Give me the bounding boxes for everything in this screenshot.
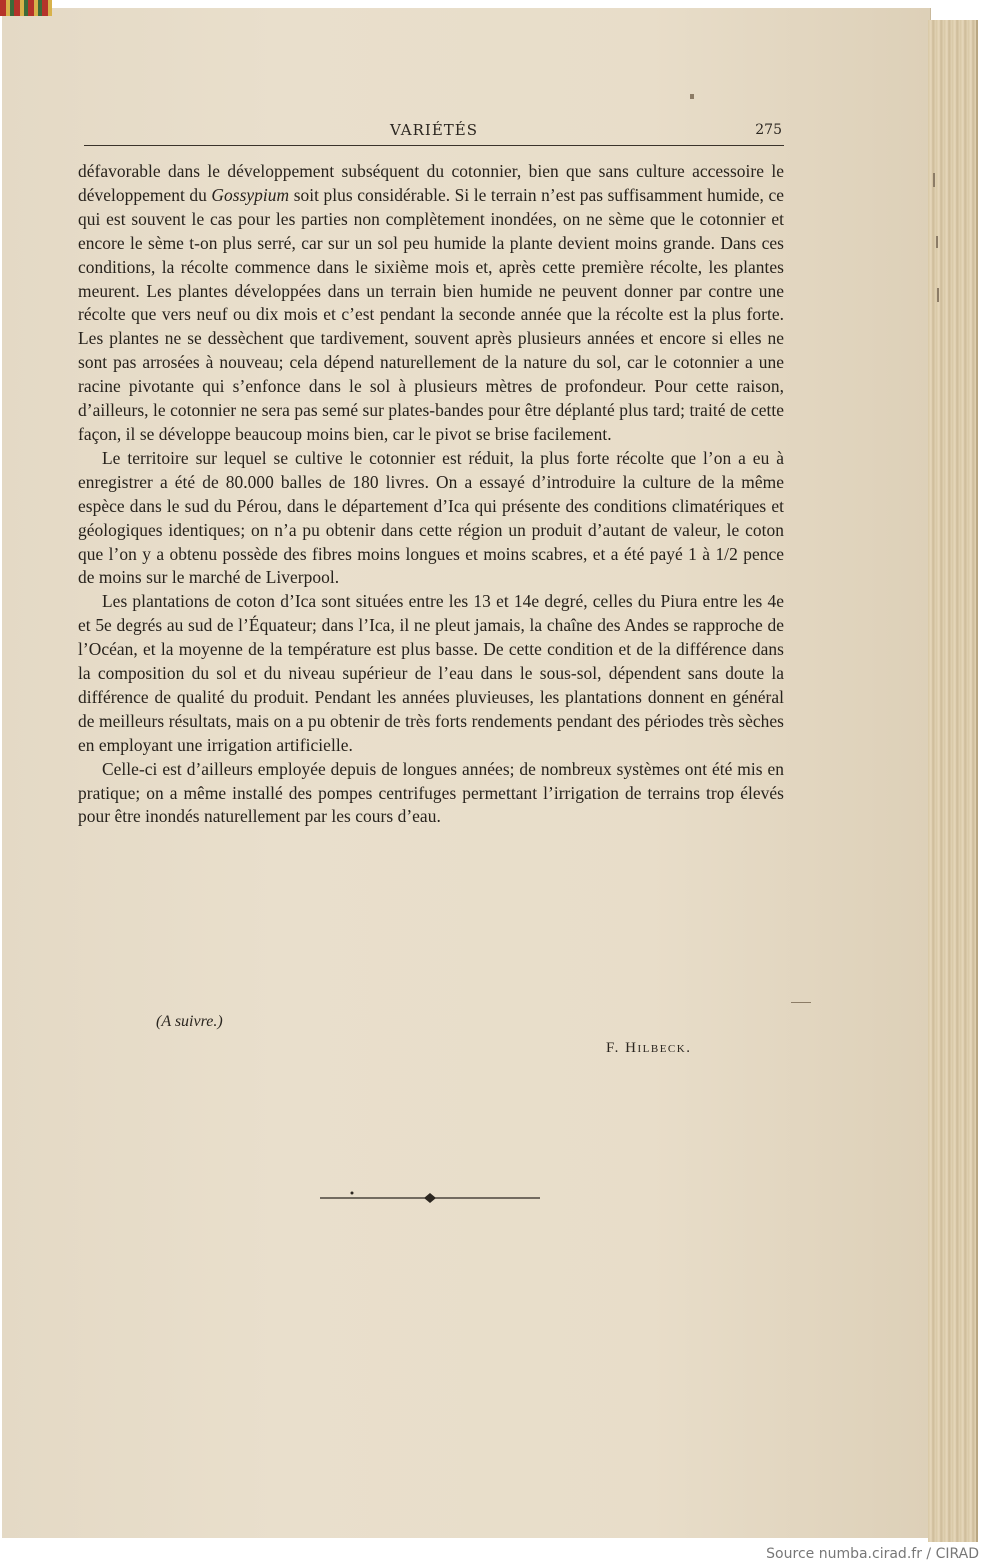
- page-edges: [928, 20, 978, 1542]
- paragraph-text: soit plus considérable. Si le terrain n’est pas suffisamment humide, ce qui est souvent le cas pour les parties non complètement inondées, on ne sème que le cotonnier et encore le sème t-on plus serré, car sur un sol peu humide la plante devient moins grande. Dans ces conditions, la récolte commence dans le sixième mois et, après cette première récolte, les plantes meurent. Les plantes développées dans un terrain bien humide ne peuvent donner par contre une récolte que vers neuf ou dix mois et c’est pendant la seconde année que la récolte est la plus forte. Les plantes ne se dessèchent que tardivement, souvent après plusieurs années et encore si elles ne sont pas arrosées à nouveau; cela dépend naturellement de la nature du sol, car le cotonnier a une racine pivotante qui s’enfonce dans le sol à plusieurs mètres de profondeur. Pour cette raison, d’ailleurs, le cotonnier ne sera pas semé sur plates-bandes pour être déplanté plus tard; traité de cette façon, il se développe beaucoup moins bien, car le pivot se brise facilement.: [78, 184, 784, 444]
- specks: [791, 1002, 811, 1003]
- specks: [933, 173, 935, 187]
- page-header: [84, 118, 784, 148]
- author-signature: F. Hilbeck.: [606, 1040, 692, 1056]
- paragraph: [78, 160, 784, 447]
- binding-ribbon: [0, 0, 52, 16]
- italic-term: Gossypium: [211, 184, 290, 205]
- article-body: [78, 160, 784, 829]
- end-ornament: [320, 1190, 540, 1206]
- to-be-continued: (A suivre.): [156, 1013, 223, 1030]
- header-rule: [84, 145, 784, 146]
- specks: [936, 236, 938, 248]
- paragraph: Les plantations de coton d’Ica sont situées entre les 13 et 14e degré, celles du Piura entre les 4e et 5e degrés au sud de l’Équateur; dans l’Ica, il ne pleut jamais, la chaîne des Andes se rapproche de l’Océan, et la moyenne de la température est plus basse. De cette condition et de la différence dans la composition du sol et du niveau supérieur de l’eau dans le sous-sol, dépendent sans doute la différence de qualité du produit. Pendant les années pluvieuses, les plantations donnent en général de meilleurs résultats, mais on a pu obtenir de très forts rendements pendant des périodes très sèches en employant une irrigation artificielle.: [78, 591, 784, 755]
- source-credit: Source numba.cirad.fr / CIRAD: [766, 1546, 979, 1562]
- specks: [937, 288, 939, 302]
- specks: [690, 94, 694, 99]
- running-title: VARIÉTÉS: [389, 121, 479, 139]
- paragraph: Le territoire sur lequel se cultive le cotonnier est réduit, la plus forte récolte que l’on a eu à enregistrer a été de 80.000 balles de 180 livres. On a essayé d’introduire la culture de la même espèce dans le sud du Pérou, dans le département d’Ica qui présente des conditions climatériques et géologiques identiques; on n’a pu obtenir dans cette région un produit d’autant de valeur, le coton que l’on y a obtenu possède des fibres moins longues et moins scabres, et a été payé 1 à 1/2 pence de moins sur le marché de Liverpool.: [78, 447, 784, 588]
- page-number: 275: [755, 122, 782, 138]
- paragraph: Celle-ci est d’ailleurs employée depuis de longues années; de nombreux systèmes ont été mis en pratique; on a même installé des pompes centrifuges permettant l’irrigation de terrains trop élevés pour être inondés naturellement par les cours d’eau.: [78, 758, 784, 827]
- paragraph-text: défavorable dans le développement subséquent du cotonnier, bien que sans culture accessoire le développement du: [78, 161, 784, 205]
